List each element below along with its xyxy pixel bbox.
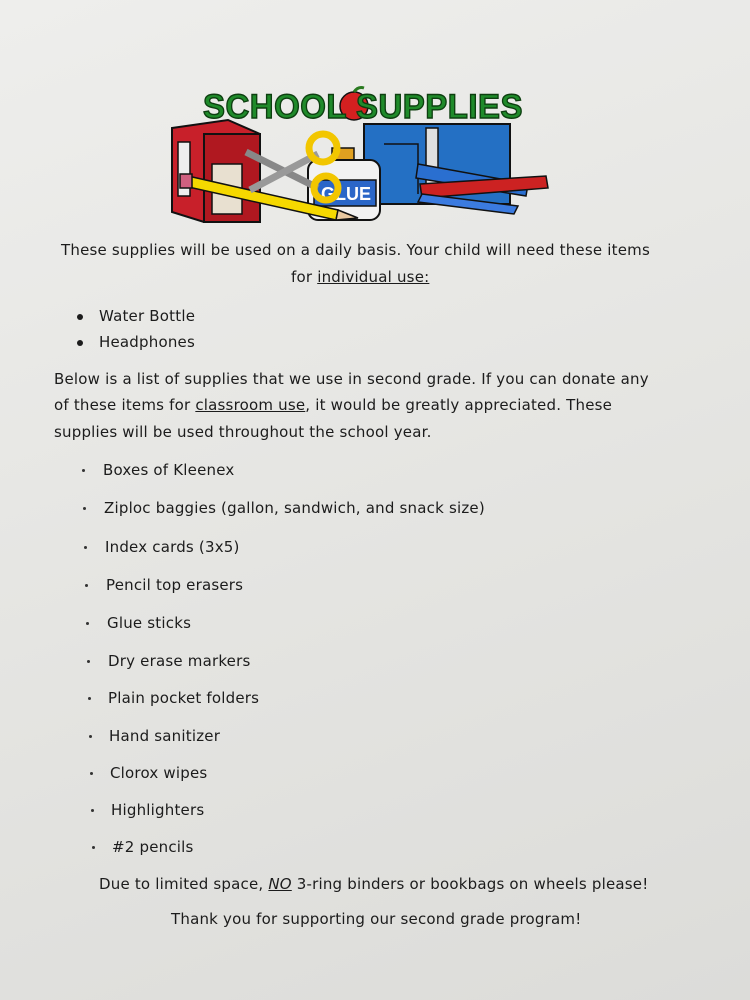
binder-illustration <box>172 120 260 222</box>
donate-line-2-prefix: of these items for <box>54 396 196 414</box>
bullet-icon <box>90 772 93 775</box>
limited-space-notice <box>99 875 648 893</box>
list-item: Dry erase markers <box>108 652 251 670</box>
bullet-icon <box>84 546 87 549</box>
bullet-icon <box>77 340 83 346</box>
intro-line-1: These supplies will be used on a daily basis. Your child will need these items <box>61 241 650 259</box>
notice-suffix: 3-ring binders or bookbags on wheels please! <box>291 875 649 893</box>
bullet-icon <box>77 314 83 320</box>
list-item: Headphones <box>99 333 195 351</box>
bullet-icon <box>82 469 85 472</box>
list-item: Boxes of Kleenex <box>103 461 235 479</box>
school-supplies-logo <box>168 84 558 226</box>
thank-you-line: Thank you for supporting our second grade program! <box>171 910 582 928</box>
notice-emphasis: NO <box>268 875 292 893</box>
donate-line-2-suffix: , it would be greatly appreciated. These <box>305 396 613 414</box>
bullet-icon <box>92 846 95 849</box>
donate-line-2 <box>54 396 612 414</box>
list-item: Ziploc baggies (gallon, sandwich, and snack size) <box>104 499 485 517</box>
notice-prefix: Due to limited space, <box>99 875 269 893</box>
bullet-icon <box>86 622 89 625</box>
list-item: Index cards (3x5) <box>105 538 240 556</box>
bullet-icon <box>91 809 94 812</box>
list-item: Clorox wipes <box>110 764 208 782</box>
intro-line-2 <box>291 268 429 286</box>
bullet-icon <box>88 697 91 700</box>
list-item: Water Bottle <box>99 307 196 325</box>
bullet-icon <box>83 507 86 510</box>
bullet-icon <box>85 584 88 587</box>
list-item: #2 pencils <box>112 838 194 856</box>
bullet-icon <box>87 660 90 663</box>
logo-title: SCHOOL SUPPLIES <box>203 88 523 126</box>
donate-line-1: Below is a list of supplies that we use in second grade. If you can donate any <box>54 370 649 388</box>
glue-label: GLUE <box>320 184 372 204</box>
list-item: Glue sticks <box>107 614 192 632</box>
intro-line-2-prefix: for <box>291 268 318 286</box>
individual-use-label: individual use: <box>317 268 430 286</box>
donate-line-3: supplies will be used throughout the school year. <box>54 423 432 441</box>
list-item: Plain pocket folders <box>108 689 260 707</box>
list-item: Hand sanitizer <box>109 727 221 745</box>
list-item: Highlighters <box>111 801 205 819</box>
classroom-use-label: classroom use <box>195 396 306 414</box>
bullet-icon <box>89 735 92 738</box>
list-item: Pencil top erasers <box>106 576 244 594</box>
